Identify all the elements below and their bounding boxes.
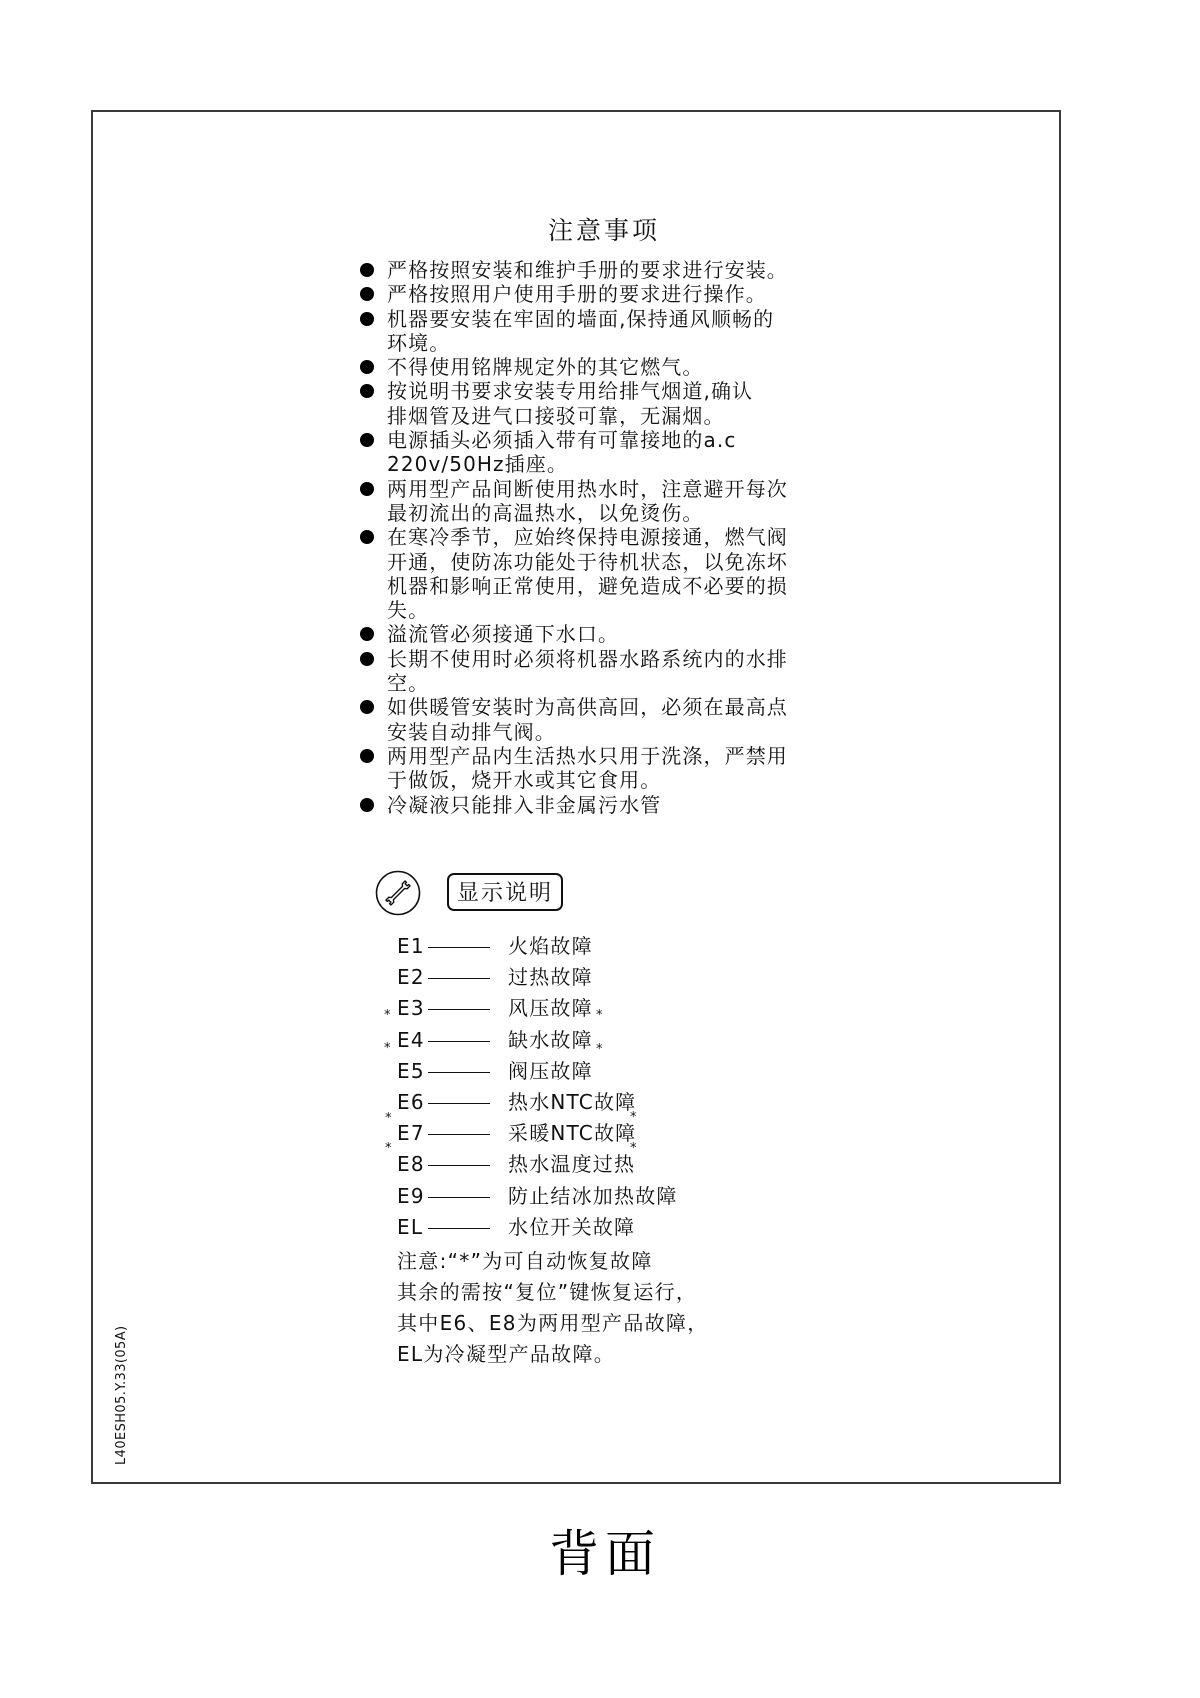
bullet-icon [360, 384, 374, 398]
separator-line [428, 1103, 490, 1104]
notice-line: 最初流出的高温热水，以免烫伤。 [387, 500, 704, 525]
notice-item [360, 695, 820, 744]
error-code-row [380, 993, 800, 1024]
separator-line [428, 1041, 490, 1042]
error-code-row [380, 1181, 800, 1212]
auto-recover-mark: * [384, 1008, 392, 1024]
error-description: 缺水故障 [508, 1027, 593, 1052]
notice-item [360, 258, 820, 282]
notice-item [360, 793, 820, 817]
error-code: E4 [397, 1027, 425, 1052]
error-description: 采暖NTC故障 [508, 1121, 637, 1146]
error-notes [397, 1246, 797, 1370]
notice-line: 开通，使防冻功能处于待机状态，以免冻坏 [387, 549, 788, 574]
notice-line: 空。 [387, 671, 430, 696]
error-code-row [380, 1212, 800, 1243]
separator-line [428, 1197, 490, 1198]
bullet-icon [360, 652, 374, 666]
error-code-row [380, 1118, 800, 1157]
notice-title: 注意事项 [547, 216, 660, 245]
auto-recover-mark: * [596, 1008, 604, 1024]
error-code-row [380, 1149, 800, 1180]
notice-line: 两用型产品内生活热水只用于洗涤，严禁用 [387, 743, 788, 768]
auto-recover-mark: * [385, 1141, 393, 1157]
notice-list [360, 258, 820, 817]
error-description: 过热故障 [508, 965, 593, 990]
notice-item [360, 525, 820, 622]
separator-line [428, 978, 490, 979]
notice-line: 如供暖管安装时为高供高回，必须在最高点 [387, 695, 788, 720]
error-description: 热水NTC故障 [508, 1089, 637, 1114]
bullet-icon [360, 482, 374, 496]
notice-item [360, 622, 820, 646]
document-code: L40ESH05.Y.33(05A) [114, 1325, 129, 1465]
error-code: E1 [397, 934, 425, 958]
error-code-row [380, 1056, 800, 1087]
notice-item [360, 307, 820, 356]
note-line: 其余的需按“复位”键恢复运行， [397, 1280, 698, 1304]
auto-recover-mark: * [385, 1110, 393, 1126]
auto-recover-mark: * [630, 1141, 638, 1157]
notice-item [360, 282, 820, 306]
bullet-icon [360, 360, 374, 374]
auto-recover-mark: * [384, 1040, 392, 1056]
notice-line: 长期不使用时必须将机器水路系统内的水排 [387, 646, 788, 671]
error-code: E7 [397, 1121, 425, 1146]
auto-recover-mark: * [630, 1109, 638, 1125]
error-code-row [380, 1025, 800, 1056]
error-description: 热水温度过热 [508, 1152, 636, 1177]
note-line: 其中E6、E8为两用型产品故障， [397, 1311, 709, 1335]
separator-line [428, 947, 490, 948]
error-code: E9 [397, 1183, 425, 1208]
error-code: EL [397, 1214, 424, 1239]
error-code: E6 [397, 1089, 425, 1114]
notice-item [360, 355, 820, 379]
display-instructions-label: 显示说明 [447, 873, 563, 911]
notice-line: 两用型产品间断使用热水时，注意避开每次 [387, 476, 788, 501]
error-code-row [380, 931, 800, 962]
error-code-row [380, 962, 800, 993]
notice-line: 电源插头必须插入带有可靠接地的a.c [387, 428, 737, 453]
separator-line [428, 1165, 490, 1166]
notice-item [360, 477, 820, 526]
separator-line [428, 1134, 490, 1135]
separator-line [428, 1072, 490, 1073]
notice-line: 于做饭，烧开水或其它食用。 [387, 768, 662, 793]
bullet-icon [360, 700, 374, 714]
notice-line: 冷凝液只能排入非金属污水管 [387, 792, 662, 817]
page-side-label: 背面 [549, 1525, 661, 1583]
notice-line: 在寒冷季节，应始终保持电源接通，燃气阀 [387, 525, 788, 550]
notice-line: 220v/50Hz插座。 [387, 452, 568, 477]
bullet-icon [360, 433, 374, 447]
wrench-icon [375, 870, 421, 916]
notice-line: 按说明书要求安装专用给排气烟道,确认 [387, 379, 754, 404]
notice-line: 安装自动排气阀。 [387, 719, 556, 744]
bullet-icon [360, 749, 374, 763]
note-line: EL为冷凝型产品故障。 [397, 1342, 616, 1366]
error-code: E2 [397, 965, 425, 990]
separator-line [428, 1228, 490, 1229]
notice-item [360, 744, 820, 793]
error-code: E3 [397, 996, 425, 1021]
notice-line: 失。 [387, 598, 430, 623]
notice-line: 环境。 [387, 330, 451, 355]
error-code: E8 [397, 1152, 425, 1177]
bullet-icon [360, 287, 374, 301]
notice-line: 机器要安装在牢固的墙面,保持通风顺畅的 [387, 306, 775, 331]
notice-line: 排烟管及进气口接驳可靠，无漏烟。 [387, 403, 725, 428]
bullet-icon [360, 263, 374, 277]
error-description: 阀压故障 [508, 1058, 593, 1083]
notice-item [360, 428, 820, 477]
error-description: 火焰故障 [508, 934, 593, 958]
bullet-icon [360, 312, 374, 326]
notice-line: 严格按照安装和维护手册的要求进行安装。 [387, 258, 788, 282]
notice-line: 机器和影响正常使用，避免造成不必要的损 [387, 573, 788, 598]
error-description: 水位开关故障 [508, 1214, 636, 1239]
notice-item [360, 647, 820, 696]
bullet-icon [360, 798, 374, 812]
display-section-header [375, 868, 675, 918]
notice-item [360, 379, 820, 428]
error-code-row [380, 1087, 800, 1126]
notice-line: 溢流管必须接通下水口。 [387, 622, 620, 647]
auto-recover-mark: * [596, 1041, 604, 1057]
error-description: 风压故障 [508, 996, 593, 1021]
error-description: 防止结冰加热故障 [508, 1183, 678, 1208]
bullet-icon [360, 627, 374, 641]
note-line: 注意:“*”为可自动恢复故障 [397, 1249, 653, 1273]
error-code: E5 [397, 1058, 425, 1083]
notice-line: 不得使用铭牌规定外的其它燃气。 [387, 355, 704, 380]
bullet-icon [360, 530, 374, 544]
notice-line: 严格按照用户使用手册的要求进行操作。 [387, 282, 767, 307]
error-code-list [380, 931, 800, 1243]
separator-line [428, 1009, 490, 1010]
